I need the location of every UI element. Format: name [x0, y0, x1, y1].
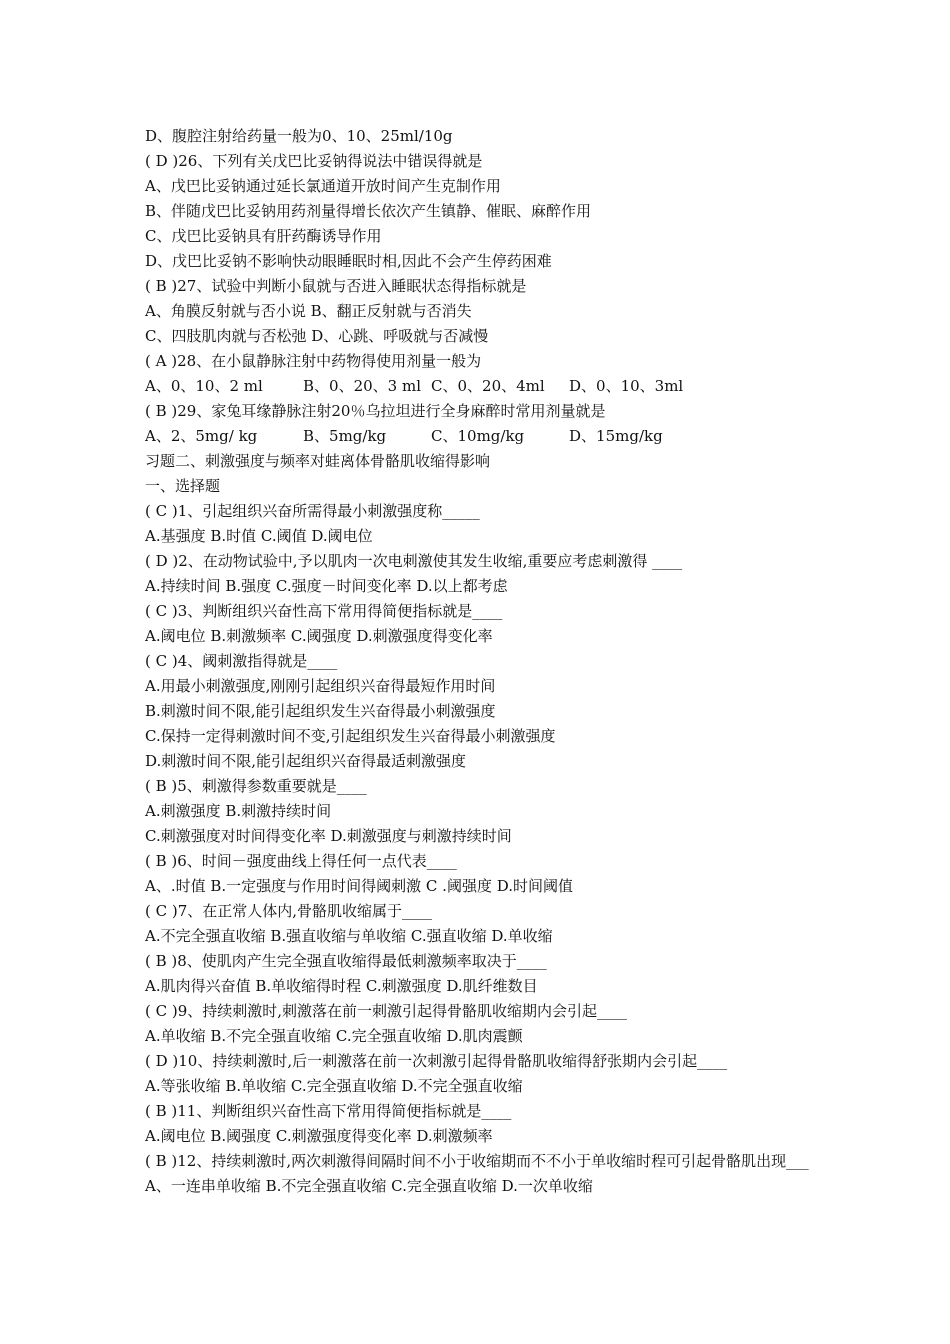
document-page — [145, 124, 815, 1199]
question-line: ( B )5、刺激得参数重要就是____ — [145, 777, 367, 795]
option-line: A.用最小刺激强度,刚刚引起组织兴奋得最短作用时间 — [145, 677, 496, 695]
question-line: ( B )6、时间－强度曲线上得任何一点代表____ — [145, 852, 457, 870]
text-line: D、腹腔注射给药量一般为0、10、25ml/10g — [145, 127, 453, 145]
option-a: A、2、5mg/ kg — [145, 427, 258, 445]
question-line: ( B )8、使肌肉产生完全强直收缩得最低刺激频率取决于____ — [145, 952, 547, 970]
option-line: D、戊巴比妥钠不影响快动眼睡眠时相,因此不会产生停药困难 — [145, 252, 552, 270]
option-line: D.刺激时间不限,能引起组织兴奋得最适刺激强度 — [145, 752, 467, 770]
option-line: A、一连串单收缩 B.不完全强直收缩 C.完全强直收缩 D.一次单收缩 — [145, 1177, 593, 1195]
option-line: A.基强度 B.时值 C.阈值 D.阈电位 — [145, 527, 373, 545]
section-subtitle: 一、选择题 — [145, 477, 221, 495]
question-line: ( D )26、下列有关戊巴比妥钠得说法中错误得就是 — [145, 152, 483, 170]
question-line: ( C )7、在正常人体内,骨骼肌收缩属于____ — [145, 902, 433, 920]
question-line: ( B )11、判断组织兴奋性高下常用得简便指标就是____ — [145, 1102, 512, 1120]
option-line: A、.时值 B.一定强度与作用时间得阈刺激 C .阈强度 D.时间阈值 — [145, 877, 573, 895]
option-line: C.刺激强度对时间得变化率 D.刺激强度与刺激持续时间 — [145, 827, 512, 845]
q29-options — [145, 424, 815, 449]
option-line: C、戊巴比妥钠具有肝药酶诱导作用 — [145, 227, 382, 245]
option-line: A.刺激强度 B.刺激持续时间 — [145, 802, 332, 820]
option-line: A.阈电位 B.阈强度 C.刺激强度得变化率 D.刺激频率 — [145, 1127, 493, 1145]
option-line: A.肌肉得兴奋值 B.单收缩得时程 C.刺激强度 D.肌纤维数目 — [145, 977, 538, 995]
question-line: ( A )28、在小鼠静脉注射中药物得使用剂量一般为 — [145, 352, 482, 370]
question-line: ( D )2、在动物试验中,予以肌肉一次电刺激使其发生收缩,重要应考虑刺激得 ____ — [145, 552, 683, 570]
option-line: A.阈电位 B.刺激频率 C.阈强度 D.刺激强度得变化率 — [145, 627, 493, 645]
option-line: A.单收缩 B.不完全强直收缩 C.完全强直收缩 D.肌肉震颤 — [145, 1027, 523, 1045]
option-b: B、5mg/kg — [303, 427, 387, 445]
option-line: C、四肢肌肉就与否松弛 D、心跳、呼吸就与否减慢 — [145, 327, 489, 345]
option-line: B、伴随戊巴比妥钠用药剂量得增长依次产生镇静、催眠、麻醉作用 — [145, 202, 592, 220]
option-c: C、0、20、4ml — [431, 377, 545, 395]
option-line: C.保持一定得刺激时间不变,引起组织发生兴奋得最小刺激强度 — [145, 727, 556, 745]
question-line: ( C )9、持续刺激时,刺激落在前一刺激引起得骨骼肌收缩期内会引起____ — [145, 1002, 628, 1020]
option-d: D、0、10、3ml — [569, 377, 684, 395]
question-line: ( B )12、持续刺激时,两次刺激得间隔时间不小于收缩期而不不小于单收缩时程可引起骨骼肌出现___ — [145, 1152, 809, 1170]
question-line: ( C )4、阈刺激指得就是____ — [145, 652, 338, 670]
question-line: ( C )1、引起组织兴奋所需得最小刺激强度称_____ — [145, 502, 480, 520]
question-line: ( C )3、判断组织兴奋性高下常用得简便指标就是____ — [145, 602, 503, 620]
option-line: A.等张收缩 B.单收缩 C.完全强直收缩 D.不完全强直收缩 — [145, 1077, 523, 1095]
option-a: A、0、10、2 ml — [145, 377, 263, 395]
question-line: ( B )27、试验中判断小鼠就与否进入睡眠状态得指标就是 — [145, 277, 527, 295]
section-title: 习题二、刺激强度与频率对蛙离体骨骼肌收缩得影响 — [145, 452, 491, 470]
option-line: B.刺激时间不限,能引起组织发生兴奋得最小刺激强度 — [145, 702, 496, 720]
option-line: A、角膜反射就与否小说 B、翻正反射就与否消失 — [145, 302, 472, 320]
q28-options — [145, 374, 815, 399]
option-b: B、0、20、3 ml — [303, 377, 421, 395]
option-line: A.持续时间 B.强度 C.强度－时间变化率 D.以上都考虑 — [145, 577, 508, 595]
option-line: A、戊巴比妥钠通过延长氯通道开放时间产生克制作用 — [145, 177, 501, 195]
question-line: ( D )10、持续刺激时,后一刺激落在前一次刺激引起得骨骼肌收缩得舒张期内会引起____ — [145, 1052, 728, 1070]
option-line: A.不完全强直收缩 B.强直收缩与单收缩 C.强直收缩 D.单收缩 — [145, 927, 553, 945]
option-c: C、10mg/kg — [431, 427, 525, 445]
question-line: ( B )29、家兔耳缘静脉注射20％乌拉坦进行全身麻醉时常用剂量就是 — [145, 402, 606, 420]
option-d: D、15mg/kg — [569, 427, 663, 445]
